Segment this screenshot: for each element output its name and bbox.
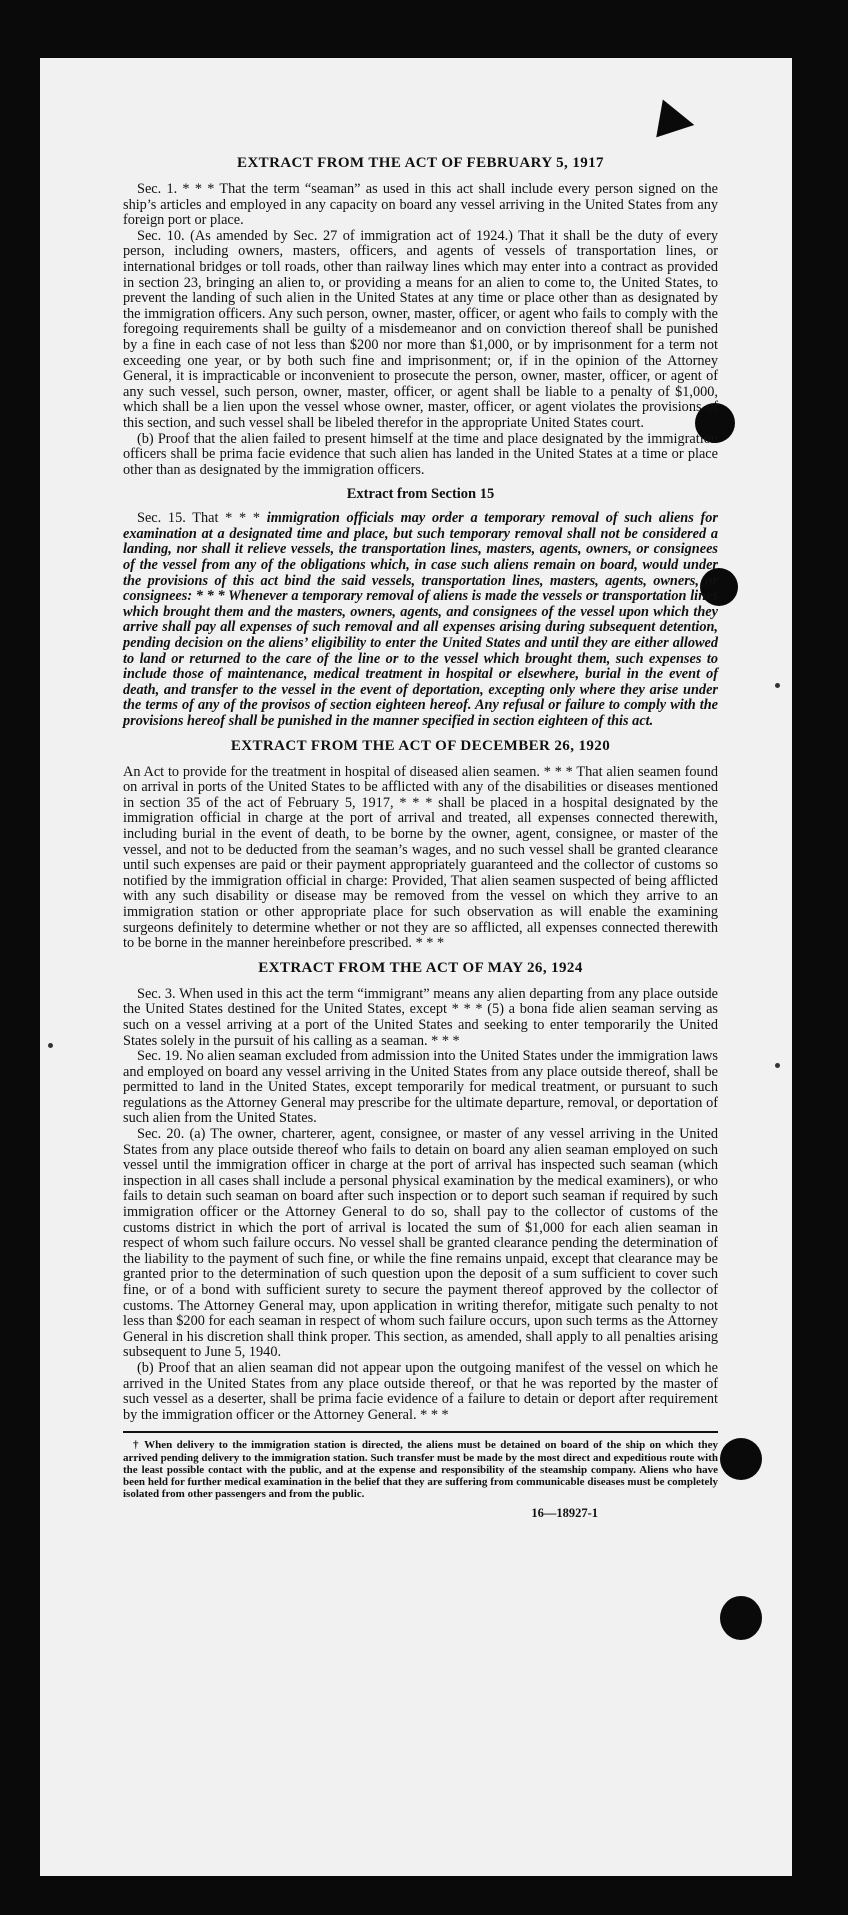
section-act-1924 bbox=[123, 960, 718, 1424]
italic-text: immigration officials may order a temporary removal of such aliens for examination at a designated time and place, but such temporary removal shall not be considered a landing, nor shall it relieve vessels, the transportation lines, masters, agents, owners, or consignees of the vessel from any of the obligations which, in case such aliens remain on board, would under the provisions of this act bind the said vessels, transportation lines, masters, agents, owners, or consignees: * * * Whenever a temporary removal of aliens is made the vessels or transportation lines which brought them and the masters, owners, agents, and consignees of the vessel upon which they arrive shall pay all expenses of such removal and all expenses arising during subsequent detention, pending decision on the aliens’ eligibility to enter the United States and until they are either allowed to land or returned to the care of the line or to the vessel which brought them, such expenses to include those of maintenance, medical treatment in hospital or elsewhere, burial in the event of death, and transfer to the vessel in the event of deportation, excepting only where they arise under the terms of any of the provisos of section eighteen hereof. Any refusal or failure to comply with the provisions hereof shall be punished in the manner specified in section eighteen of this act. bbox=[123, 510, 718, 729]
paper-speck bbox=[48, 1043, 53, 1048]
footnote: † When delivery to the immigration station is directed, the aliens must be detained on board of the ship on which they arrived pending delivery to the immigration station. Such transfer must be made by the most direct and expeditious route with the least possible contact with the public, and at the expense and responsibility of the steamship company. Aliens who have been held for further medical examination in the belief that they are suffering from communicable diseases must be completely isolated from other passengers and from the public. bbox=[123, 1439, 718, 1501]
section-act-1917 bbox=[123, 155, 718, 478]
paragraph: (b) Proof that the alien failed to present himself at the time and place designated by the immigration officers shall be prima facie evidence that such alien has landed in the United States at a time or place other than as designated by the immigration officers. bbox=[123, 430, 718, 478]
form-number: 16—18927-1 bbox=[531, 1506, 598, 1521]
torn-corner bbox=[646, 93, 695, 138]
document-body bbox=[123, 155, 718, 1521]
section-heading: EXTRACT FROM THE ACT OF FEBRUARY 5, 1917 bbox=[237, 155, 604, 171]
paragraph: An Act to provide for the treatment in hospital of diseased alien seamen. * * * That alien seamen found on arrival in ports of the United States to be afflicted with any of the disabilities or diseases mentioned in section 35 of the act of February 5, 1917, * * * shall be placed in a hospital designated by the immigration official in charge at the port of arrival and treated, all expenses connected therewith, including burial in the event of death, to be borne by the owner, agent, consignee, or master of the vessel, and not to be deducted from the seaman’s wages, and no such vessel shall be granted clearance until such expenses are paid or their payment appropriately guaranteed and the collector of customs so notified by the immigration official in charge: Provided, That alien seamen suspected of being afflicted with any such disability or disease may be removed from the vessel on which they arrive to an immigration station or other appropriate place for such observation as will enable the examining surgeons definitely to determine whether or not they are so afflicted, all expenses connected therewith to be borne in the manner hereinbefore prescribed. * * * bbox=[123, 763, 718, 952]
section-subheading: Extract from Section 15 bbox=[346, 486, 495, 503]
paragraph: Sec. 1. * * * That the term “seaman” as used in this act shall include every person signed on the ship’s articles and employed in any capacity on board any vessel arriving in the United States from any foreign port or place. bbox=[123, 181, 718, 229]
section-15-extract bbox=[123, 486, 718, 729]
paragraph: Sec. 3. When used in this act the term “immigrant” means any alien departing from any place outside the United States destined for the United States, except * * * (5) a bona fide alien seaman serving as such on a vessel arriving at a port of the United States and seeking to enter temporarily the United States solely in the pursuit of his calling as a seaman. * * * bbox=[123, 985, 718, 1049]
footnote-divider bbox=[123, 1431, 718, 1433]
paper-speck bbox=[775, 683, 780, 688]
section-heading: EXTRACT FROM THE ACT OF MAY 26, 1924 bbox=[258, 959, 583, 976]
paragraph: Sec. 19. No alien seaman excluded from admission into the United States under the immigration laws and employed on board any vessel arriving in the United States from any place outside thereof, shall be permitted to land in the United States, except temporarily for medical treatment, or pursuant to such regulations as the Attorney General may prescribe for the ultimate departure, removal, or deportation of such alien from the United States. bbox=[123, 1048, 718, 1127]
paragraph bbox=[123, 511, 718, 729]
punch-hole bbox=[720, 1438, 762, 1480]
section-act-1920 bbox=[123, 738, 718, 952]
punch-hole bbox=[720, 1596, 762, 1640]
paper-speck bbox=[775, 1063, 780, 1068]
section-heading: EXTRACT FROM THE ACT OF DECEMBER 26, 1920 bbox=[230, 737, 611, 754]
paragraph: Sec. 10. (As amended by Sec. 27 of immigration act of 1924.) That it shall be the duty of every person, including owners, masters, officers, and agents of vessels of transportation lines, or international bridges or toll roads, other than railway lines which may enter into a contract as provided in section 23, bringing an alien to, or providing a means for an alien to come to, the United States, to prevent the landing of such alien in the United States at any time or place other than as designated by the immigration officers. Any such person, owner, master, officer, or agent who fails to comply with the foregoing requirements shall be guilty of a misdemeanor and on conviction thereof shall be punished by a fine in each case of not less than $200 nor more than $1,000, or by imprisonment for a term not exceeding one year, or by both such fine and imprisonment; or, if in the opinion of the Attorney General, it is impracticable or inconvenient to prosecute the person, owner, master, officer, or agent of any such vessel, such person, owner, master, officer, or agent shall be liable to a penalty of $1,000, which shall be a lien upon the vessel whose owner, master, officer, or agent violates the provisions of this section, and such vessel shall be libeled therefor in the appropriate United States court. bbox=[123, 227, 718, 431]
paragraph: Sec. 20. (a) The owner, charterer, agent, consignee, or master of any vessel arriving in the United States from any place outside thereof who fails to detain on board any alien seaman employed on such vessel until the immigration officer in charge at the port of arrival has inspected such seaman (which inspection in all cases shall include a personal physical examination by the medical examiners), or who fails to detain such seaman on board after such inspection or to deport such seaman if required by such immigration officer or the Attorney General to do so, shall pay to the collector of customs of the customs district in which the port of arrival is located the sum of $1,000 for each alien seaman in respect of whom such failure occurs. No vessel shall be granted clearance pending the determination of the liability to the payment of such fine, or while the fine remains unpaid, except that clearance may be granted prior to the determination of such question upon the deposit of a sum sufficient to cover such fine, or of a bond with sufficient surety to secure the payment thereof approved by the collector of customs. The Attorney General may, upon application in writing therefor, mitigate such penalty to not less than $200 for each seaman in respect of whom such failure occurs, upon such terms as the Attorney General in his discretion shall think proper. This section, as amended, shall apply to all penalties arising subsequent to June 5, 1940. bbox=[123, 1126, 718, 1361]
section-lead: Sec. 15. That * * * bbox=[137, 510, 261, 527]
document-page bbox=[40, 58, 792, 1876]
paragraph: (b) Proof that an alien seaman did not appear upon the outgoing manifest of the vessel on which he arrived in the United States from any place outside thereof, or that he was reported by the master of such vessel as a deserter, shall be prima facie evidence of a failure to detain or deport after requirement by the immigration officer or the Attorney General. * * * bbox=[123, 1359, 718, 1423]
